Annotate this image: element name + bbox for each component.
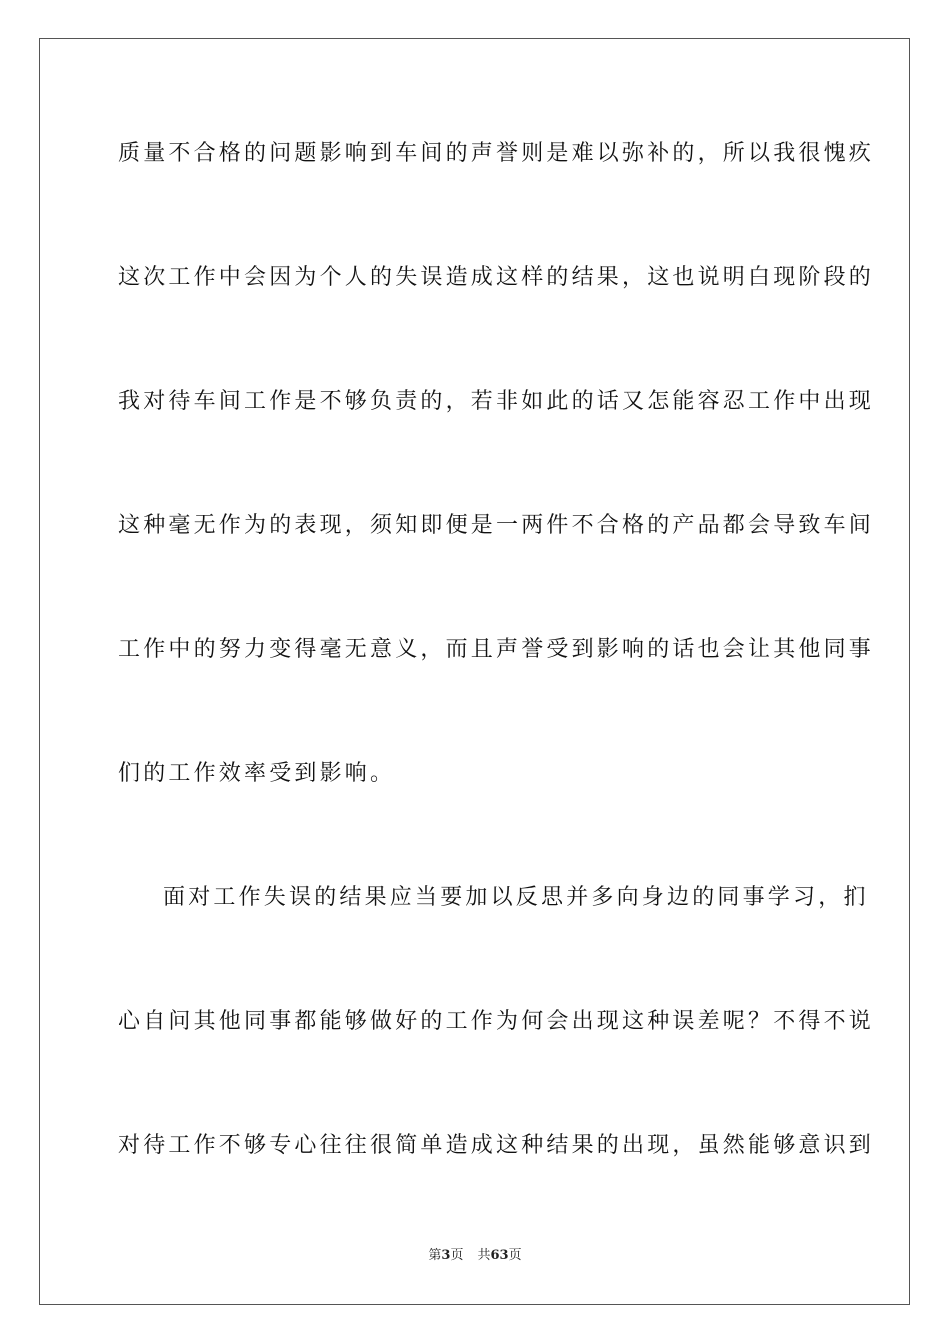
- total-suffix: 页: [508, 1248, 522, 1263]
- paragraph-first-line: 面对工作失误的结果应当要加以反思并多向身边的同事学习，扪: [163, 885, 869, 910]
- body-text-line: 对待工作不够专心往往很简单造成这种结果的出现，虽然能够意识到: [118, 1133, 875, 1158]
- body-text-line: 工作中的努力变得毫无意义，而且声誉受到影响的话也会让其他同事: [118, 637, 875, 662]
- body-text-line: 这次工作中会因为个人的失误造成这样的结果，这也说明白现阶段的: [118, 265, 875, 290]
- body-text-line: 们的工作效率受到影响。: [118, 761, 396, 786]
- total-pages: 63: [490, 1248, 509, 1263]
- body-text-line: 质量不合格的问题影响到车间的声誉则是难以弥补的，所以我很愧疚: [118, 141, 875, 166]
- page-border: [39, 38, 910, 1305]
- page-prefix: 第: [428, 1248, 442, 1263]
- page-number: 3: [441, 1248, 451, 1263]
- body-text-line: 心自问其他同事都能够做好的工作为何会出现这种误差呢？不得不说: [118, 1009, 875, 1034]
- body-text-line: 这种毫无作为的表现，须知即便是一两件不合格的产品都会导致车间: [118, 513, 875, 538]
- body-text-line: 我对待车间工作是不够负责的，若非如此的话又怎能容忍工作中出现: [118, 389, 875, 414]
- total-prefix: 共: [477, 1248, 491, 1263]
- page-suffix: 页: [450, 1248, 464, 1263]
- page-footer: [0, 1247, 950, 1265]
